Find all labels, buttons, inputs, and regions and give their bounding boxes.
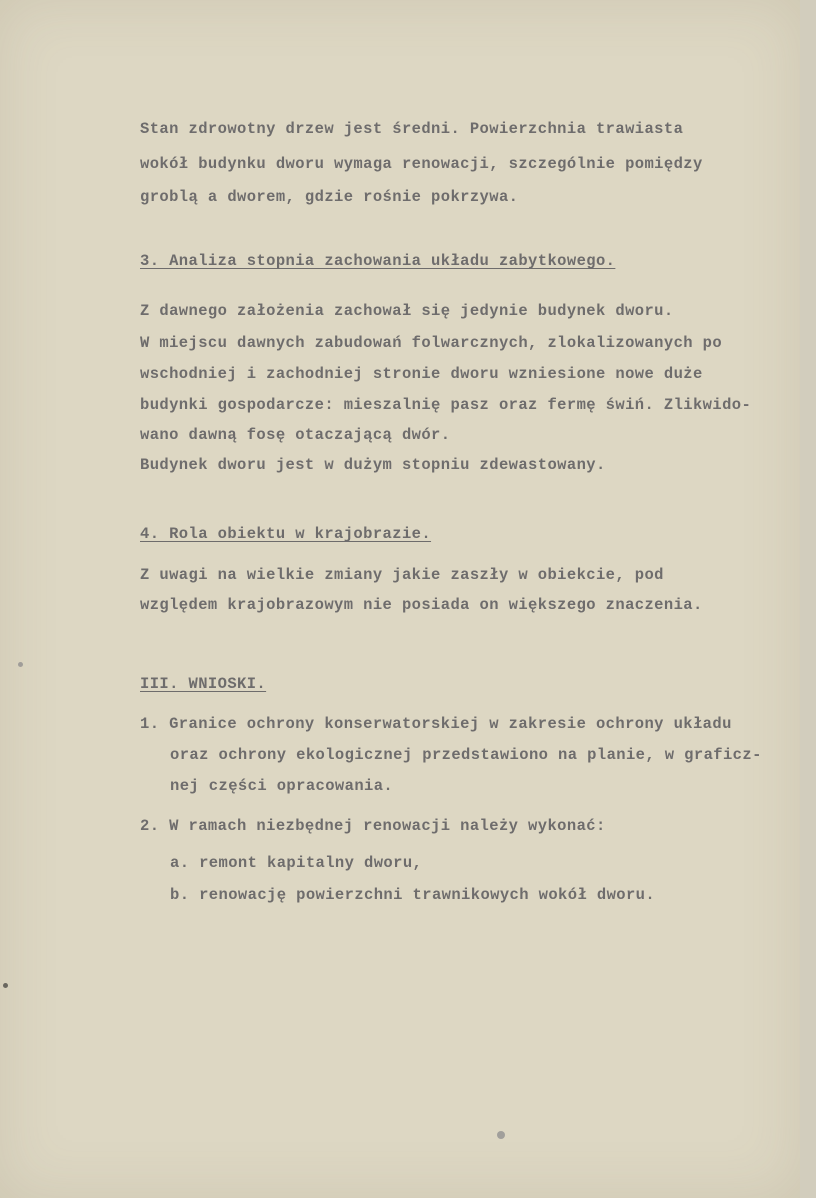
conclusions-heading: III. WNIOSKI. bbox=[140, 675, 267, 693]
paper-speck bbox=[3, 983, 8, 988]
section-3-line-1: Z dawnego założenia zachował się jedynie budynek dworu. bbox=[140, 302, 674, 320]
conclusion-1-line-2: oraz ochrony ekologicznej przedstawiono na planie, w graficz- bbox=[170, 746, 762, 764]
conclusion-2: 2. W ramach niezbędnej renowacji należy wykonać: bbox=[140, 817, 606, 835]
section-3-line-2: W miejscu dawnych zabudowań folwarcznych, zlokalizowanych po bbox=[140, 334, 723, 352]
condition-line-1: Stan zdrowotny drzew jest średni. Powierzchnia trawiasta bbox=[140, 120, 684, 138]
paper-speck bbox=[18, 662, 23, 667]
section-3-heading: 3. Analiza stopnia zachowania układu zabytkowego. bbox=[140, 252, 616, 270]
condition-line-2: wokół budynku dworu wymaga renowacji, szczególnie pomiędzy bbox=[140, 155, 703, 173]
section-3-line-3: wschodniej i zachodniej stronie dworu wzniesione nowe duże bbox=[140, 365, 703, 383]
paper-speck bbox=[497, 1131, 505, 1139]
page-edge bbox=[800, 0, 816, 1198]
section-3-line-4: budynki gospodarcze: mieszalnię pasz oraz fermę świń. Zlikwido- bbox=[140, 396, 752, 414]
section-4-line-2: względem krajobrazowym nie posiada on większego znaczenia. bbox=[140, 596, 703, 614]
condition-line-3: groblą a dworem, gdzie rośnie pokrzywa. bbox=[140, 188, 519, 206]
section-4-line-1: Z uwagi na wielkie zmiany jakie zaszły w obiekcie, pod bbox=[140, 566, 664, 584]
section-4-heading: 4. Rola obiektu w krajobrazie. bbox=[140, 525, 432, 543]
section-3-line-5: wano dawną fosę otaczającą dwór. bbox=[140, 426, 451, 444]
conclusion-1-line-1: 1. Granice ochrony konserwatorskiej w zakresie ochrony układu bbox=[140, 715, 732, 733]
section-3-line-6: Budynek dworu jest w dużym stopniu zdewastowany. bbox=[140, 456, 606, 474]
conclusion-1-line-3: nej części opracowania. bbox=[170, 777, 394, 795]
conclusion-2-sub-a: a. remont kapitalny dworu, bbox=[170, 854, 423, 872]
conclusion-2-sub-b: b. renowację powierzchni trawnikowych wokół dworu. bbox=[170, 886, 656, 904]
